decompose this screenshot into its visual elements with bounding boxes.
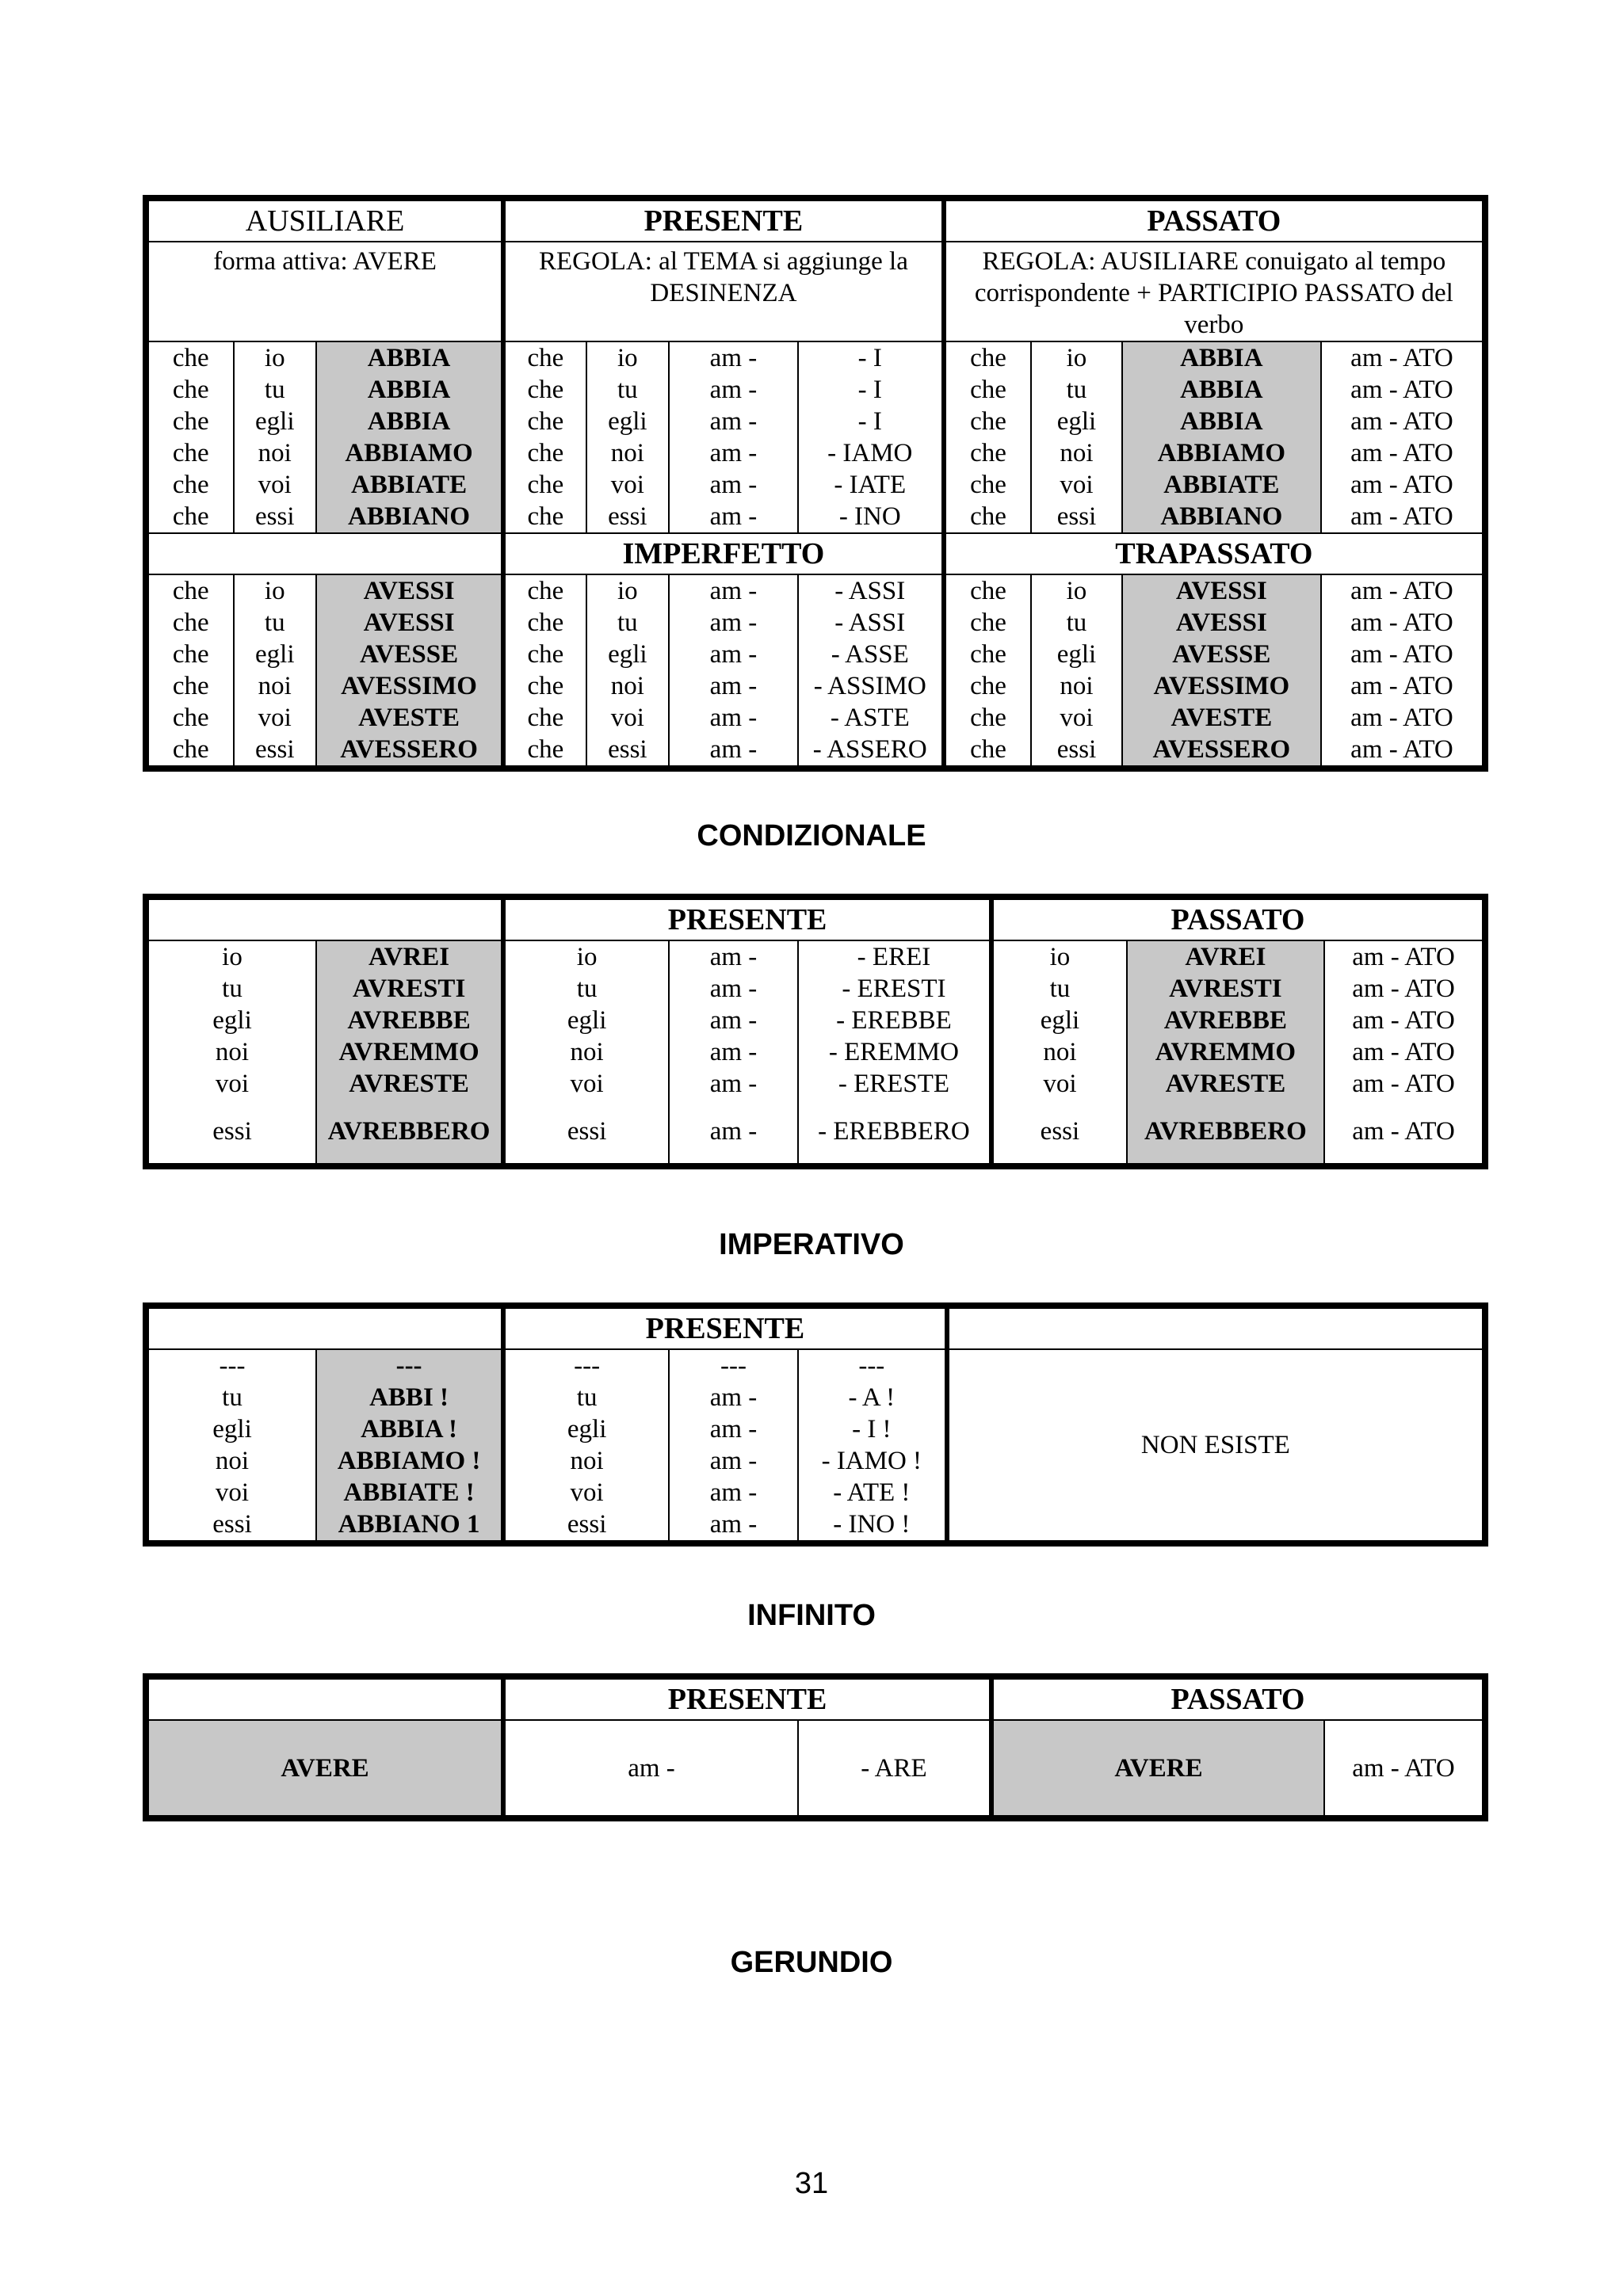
header-empty <box>146 533 503 574</box>
table-cell: che <box>944 406 1032 437</box>
table-cell: am - ATO <box>1321 702 1485 734</box>
table-cell: - IAMO <box>798 437 944 469</box>
table-cell: essi <box>1031 734 1122 769</box>
table-cell: ABBIANO <box>316 501 503 533</box>
table-cell: - A ! <box>798 1382 947 1413</box>
table-cell: essi <box>586 734 669 769</box>
table-row <box>146 406 1485 437</box>
table-cell: ABBIAMO <box>1122 437 1321 469</box>
table-cell: che <box>503 437 586 469</box>
table-cell: egli <box>586 639 669 670</box>
table-cell: am - <box>669 1477 798 1508</box>
table-cell: - ERESTE <box>798 1068 991 1100</box>
table-cell: che <box>503 574 586 607</box>
congiuntivo-table <box>143 195 1488 772</box>
table-cell: - EREBBERO <box>798 1100 991 1166</box>
table-cell: --- <box>798 1349 947 1382</box>
table-cell: - ASSERO <box>798 734 944 769</box>
header-imperfetto: IMPERFETTO <box>503 533 944 574</box>
table-row <box>146 1068 1485 1100</box>
table-cell: voi <box>234 469 316 501</box>
table-cell: essi <box>146 1508 316 1543</box>
table-cell: che <box>944 702 1032 734</box>
table-row <box>146 1036 1485 1068</box>
table-cell: ABBIA <box>1122 406 1321 437</box>
table-cell: ABBIANO <box>1122 501 1321 533</box>
table-cell: am - <box>669 437 798 469</box>
table-cell: che <box>146 374 234 406</box>
header-empty-passato <box>947 1306 1485 1349</box>
table-cell: voi <box>1031 702 1122 734</box>
table-cell: - INO <box>798 501 944 533</box>
table-cell: am - <box>669 607 798 639</box>
table-cell: egli <box>991 1005 1127 1036</box>
table-cell: essi <box>503 1508 669 1543</box>
header-empty <box>146 1676 503 1720</box>
table-cell: voi <box>234 702 316 734</box>
table-cell: am - <box>669 406 798 437</box>
table-cell: che <box>503 702 586 734</box>
table-cell: am - <box>669 1036 798 1068</box>
table-cell: AVREI <box>316 940 503 973</box>
table-cell: tu <box>146 1382 316 1413</box>
table-cell: che <box>503 639 586 670</box>
table-cell: ABBI ! <box>316 1382 503 1413</box>
section-title-imperativo: IMPERATIVO <box>719 1228 904 1261</box>
table-cell: ABBIA <box>316 406 503 437</box>
table-cell: AVREBBERO <box>316 1100 503 1166</box>
section-title-infinito: INFINITO <box>747 1599 876 1632</box>
table-cell: ABBIA ! <box>316 1413 503 1445</box>
table-cell: am - ATO <box>1321 734 1485 769</box>
section-title-condizionale: CONDIZIONALE <box>697 819 926 852</box>
table-cell: che <box>944 437 1032 469</box>
table-cell: AVRESTE <box>1127 1068 1324 1100</box>
table-cell: noi <box>234 670 316 702</box>
infinito-desinenza: - ARE <box>798 1720 991 1818</box>
table-cell: am - ATO <box>1321 639 1485 670</box>
table-cell: essi <box>146 1100 316 1166</box>
table-cell: che <box>944 374 1032 406</box>
table-cell: io <box>586 341 669 374</box>
table-row <box>146 1349 1485 1382</box>
condizionale-table <box>143 894 1488 1169</box>
section-title-gerundio: GERUNDIO <box>730 1946 893 1979</box>
table-cell: AVESSI <box>1122 574 1321 607</box>
table-cell: che <box>503 341 586 374</box>
table-cell: ABBIAMO <box>316 437 503 469</box>
table-cell: AVREBBERO <box>1127 1100 1324 1166</box>
header-empty <box>146 1306 503 1349</box>
table-cell: AVESSE <box>316 639 503 670</box>
table-row <box>146 940 1485 973</box>
table-cell: che <box>146 639 234 670</box>
table-cell: am - <box>669 1382 798 1413</box>
table-cell: egli <box>146 1413 316 1445</box>
table-cell: voi <box>146 1477 316 1508</box>
table-cell: - INO ! <box>798 1508 947 1543</box>
table-cell: AVESSERO <box>1122 734 1321 769</box>
table-cell: am - <box>669 940 798 973</box>
table-cell: - IATE <box>798 469 944 501</box>
table-cell: am - <box>669 574 798 607</box>
table-cell: egli <box>146 1005 316 1036</box>
table-cell: AVREBBE <box>316 1005 503 1036</box>
table-cell: noi <box>586 670 669 702</box>
table-cell: --- <box>669 1349 798 1382</box>
table-cell: --- <box>316 1349 503 1382</box>
table-cell: tu <box>234 607 316 639</box>
table-row <box>146 574 1485 607</box>
table-cell: am - <box>669 1100 798 1166</box>
table-cell: tu <box>503 973 669 1005</box>
table-cell: tu <box>1031 607 1122 639</box>
congiuntivo-presente-rows <box>146 341 1485 533</box>
congiuntivo-imperfetto-rows <box>146 574 1485 769</box>
table-cell: egli <box>503 1005 669 1036</box>
table-cell: tu <box>503 1382 669 1413</box>
table-cell: AVRESTE <box>316 1068 503 1100</box>
table-row <box>146 501 1485 533</box>
table-cell: io <box>1031 341 1122 374</box>
table-cell: tu <box>586 374 669 406</box>
table-cell: che <box>146 702 234 734</box>
table-row <box>146 639 1485 670</box>
header-ausiliare: AUSILIARE <box>146 198 503 242</box>
table-cell: ABBIA <box>1122 374 1321 406</box>
table-cell: voi <box>146 1068 316 1100</box>
table-cell: AVREMMO <box>316 1036 503 1068</box>
table-cell: che <box>146 670 234 702</box>
table-row <box>146 607 1485 639</box>
table-cell: AVREI <box>1127 940 1324 973</box>
table-cell: voi <box>586 702 669 734</box>
table-row <box>146 374 1485 406</box>
table-cell: AVESSI <box>316 607 503 639</box>
table-cell: am - <box>669 734 798 769</box>
table-cell: ABBIA <box>316 341 503 374</box>
non-esiste-cell: NON ESISTE <box>947 1349 1485 1543</box>
table-cell: am - <box>669 469 798 501</box>
table-row <box>146 973 1485 1005</box>
table-cell: AVESSI <box>1122 607 1321 639</box>
infinito-table <box>143 1673 1488 1821</box>
table-cell: am - ATO <box>1321 501 1485 533</box>
table-cell: am - <box>669 1508 798 1543</box>
table-row <box>146 1005 1485 1036</box>
table-cell: am - ATO <box>1321 607 1485 639</box>
table-cell: --- <box>146 1349 316 1382</box>
table-cell: am - ATO <box>1321 574 1485 607</box>
imperativo-table <box>143 1302 1488 1547</box>
infinito-ausiliare: AVERE <box>146 1720 503 1818</box>
table-cell: essi <box>503 1100 669 1166</box>
table-row <box>146 734 1485 769</box>
table-cell: noi <box>234 437 316 469</box>
table-cell: voi <box>1031 469 1122 501</box>
table-cell: AVRESTI <box>1127 973 1324 1005</box>
table-cell: ABBIATE ! <box>316 1477 503 1508</box>
table-cell: che <box>146 734 234 769</box>
table-cell: egli <box>1031 639 1122 670</box>
table-cell: voi <box>503 1068 669 1100</box>
table-cell: am - <box>669 1413 798 1445</box>
table-cell: am - ATO <box>1324 1068 1485 1100</box>
table-cell: am - ATO <box>1324 940 1485 973</box>
table-cell: noi <box>1031 670 1122 702</box>
table-cell: ABBIATE <box>316 469 503 501</box>
table-cell: AVESTE <box>1122 702 1321 734</box>
table-cell: AVESSIMO <box>316 670 503 702</box>
table-cell: am - ATO <box>1324 1005 1485 1036</box>
table-cell: io <box>146 940 316 973</box>
table-cell: io <box>503 940 669 973</box>
table-cell: che <box>146 469 234 501</box>
table-cell: tu <box>991 973 1127 1005</box>
infinito-passato-ausiliare: AVERE <box>991 1720 1324 1818</box>
table-cell: AVREBBE <box>1127 1005 1324 1036</box>
table-row <box>146 670 1485 702</box>
table-cell: io <box>586 574 669 607</box>
header-presente: PRESENTE <box>503 1676 991 1720</box>
table-cell: AVREMMO <box>1127 1036 1324 1068</box>
table-cell: am - ATO <box>1321 406 1485 437</box>
table-cell: essi <box>586 501 669 533</box>
table-cell: egli <box>586 406 669 437</box>
header-trapassato: TRAPASSATO <box>944 533 1485 574</box>
table-cell: am - <box>669 670 798 702</box>
table-cell: io <box>234 574 316 607</box>
table-cell: che <box>944 670 1032 702</box>
header-passato: PASSATO <box>944 198 1485 242</box>
table-cell: AVESSE <box>1122 639 1321 670</box>
table-cell: ABBIA <box>316 374 503 406</box>
table-cell: AVESSIMO <box>1122 670 1321 702</box>
table-cell: essi <box>234 501 316 533</box>
infinito-tema: am - <box>503 1720 798 1818</box>
table-cell: AVESTE <box>316 702 503 734</box>
table-cell: noi <box>991 1036 1127 1068</box>
table-cell: - IAMO ! <box>798 1445 947 1477</box>
table-cell: ABBIANO 1 <box>316 1508 503 1543</box>
table-cell: che <box>944 607 1032 639</box>
table-cell: che <box>503 501 586 533</box>
table-cell: am - <box>669 1005 798 1036</box>
infinito-participio: am - ATO <box>1324 1720 1485 1818</box>
table-cell: am - <box>669 341 798 374</box>
table-cell: io <box>1031 574 1122 607</box>
table-cell: tu <box>586 607 669 639</box>
table-cell: che <box>944 341 1032 374</box>
table-cell: am - ATO <box>1324 973 1485 1005</box>
header-presente: PRESENTE <box>503 198 944 242</box>
table-cell: am - ATO <box>1321 437 1485 469</box>
header-presente: PRESENTE <box>503 1306 947 1349</box>
header-empty <box>146 897 503 940</box>
table-cell: - ATE ! <box>798 1477 947 1508</box>
subheader-regola-presente: REGOLA: al TEMA si aggiunge la DESINENZA <box>503 242 944 341</box>
table-cell: am - ATO <box>1324 1036 1485 1068</box>
table-cell: am - ATO <box>1321 341 1485 374</box>
table-cell: - I <box>798 406 944 437</box>
table-cell: io <box>234 341 316 374</box>
table-cell: che <box>503 374 586 406</box>
table-cell: noi <box>1031 437 1122 469</box>
table-cell: am - <box>669 501 798 533</box>
table-row <box>146 469 1485 501</box>
table-cell: che <box>503 406 586 437</box>
table-row <box>146 341 1485 374</box>
table-cell: egli <box>1031 406 1122 437</box>
table-cell: che <box>146 406 234 437</box>
table-cell: - EREBBE <box>798 1005 991 1036</box>
table-cell: tu <box>1031 374 1122 406</box>
table-cell: - ASTE <box>798 702 944 734</box>
table-cell: egli <box>503 1413 669 1445</box>
table-cell: che <box>944 469 1032 501</box>
table-cell: am - ATO <box>1324 1100 1485 1166</box>
table-cell: - I <box>798 374 944 406</box>
table-cell: - I <box>798 341 944 374</box>
header-passato: PASSATO <box>991 897 1485 940</box>
table-cell: che <box>146 574 234 607</box>
table-cell: ABBIATE <box>1122 469 1321 501</box>
condizionale-rows <box>146 940 1485 1166</box>
table-cell: - EREI <box>798 940 991 973</box>
table-cell: io <box>991 940 1127 973</box>
table-cell: che <box>503 734 586 769</box>
table-cell: egli <box>234 406 316 437</box>
table-cell: am - ATO <box>1321 469 1485 501</box>
table-cell: che <box>146 501 234 533</box>
table-cell: essi <box>1031 501 1122 533</box>
table-cell: noi <box>146 1036 316 1068</box>
table-cell: tu <box>146 973 316 1005</box>
table-cell: essi <box>991 1100 1127 1166</box>
subheader-forma-attiva: forma attiva: AVERE <box>146 242 503 341</box>
subheader-regola-passato: REGOLA: AUSILIARE conuigato al tempo corrispondente + PARTICIPIO PASSATO del verbo <box>944 242 1485 341</box>
table-cell: che <box>944 574 1032 607</box>
page-number: 31 <box>794 2167 829 2200</box>
table-cell: - EREMMO <box>798 1036 991 1068</box>
table-cell: essi <box>234 734 316 769</box>
table-cell: am - <box>669 973 798 1005</box>
table-cell: - ASSI <box>798 574 944 607</box>
table-cell: noi <box>503 1445 669 1477</box>
table-cell: am - ATO <box>1321 670 1485 702</box>
table-cell: am - <box>669 639 798 670</box>
table-cell: AVESSI <box>316 574 503 607</box>
table-cell: che <box>146 607 234 639</box>
table-cell: voi <box>503 1477 669 1508</box>
header-presente: PRESENTE <box>503 897 991 940</box>
table-cell: am - <box>669 1068 798 1100</box>
imperativo-rows <box>146 1349 1485 1543</box>
table-cell: AVESSERO <box>316 734 503 769</box>
table-cell: - ASSE <box>798 639 944 670</box>
table-cell: noi <box>586 437 669 469</box>
table-cell: voi <box>586 469 669 501</box>
table-cell: che <box>944 501 1032 533</box>
table-cell: ABBIA <box>1122 341 1321 374</box>
table-cell: che <box>503 607 586 639</box>
table-cell: che <box>944 639 1032 670</box>
table-cell: am - <box>669 1445 798 1477</box>
table-row <box>146 1100 1485 1166</box>
table-cell: voi <box>991 1068 1127 1100</box>
table-cell: AVRESTI <box>316 973 503 1005</box>
table-cell: noi <box>503 1036 669 1068</box>
table-cell: egli <box>234 639 316 670</box>
table-cell: - ASSI <box>798 607 944 639</box>
table-cell: - ERESTI <box>798 973 991 1005</box>
table-cell: am - ATO <box>1321 374 1485 406</box>
table-cell: --- <box>503 1349 669 1382</box>
header-passato: PASSATO <box>991 1676 1485 1720</box>
table-cell: noi <box>146 1445 316 1477</box>
table-row <box>146 702 1485 734</box>
table-cell: ABBIAMO ! <box>316 1445 503 1477</box>
table-cell: che <box>146 437 234 469</box>
table-cell: tu <box>234 374 316 406</box>
table-cell: che <box>503 469 586 501</box>
table-cell: che <box>146 341 234 374</box>
table-cell: che <box>503 670 586 702</box>
table-cell: am - <box>669 702 798 734</box>
table-cell: am - <box>669 374 798 406</box>
table-cell: che <box>944 734 1032 769</box>
table-cell: - I ! <box>798 1413 947 1445</box>
table-cell: - ASSIMO <box>798 670 944 702</box>
table-row <box>146 437 1485 469</box>
